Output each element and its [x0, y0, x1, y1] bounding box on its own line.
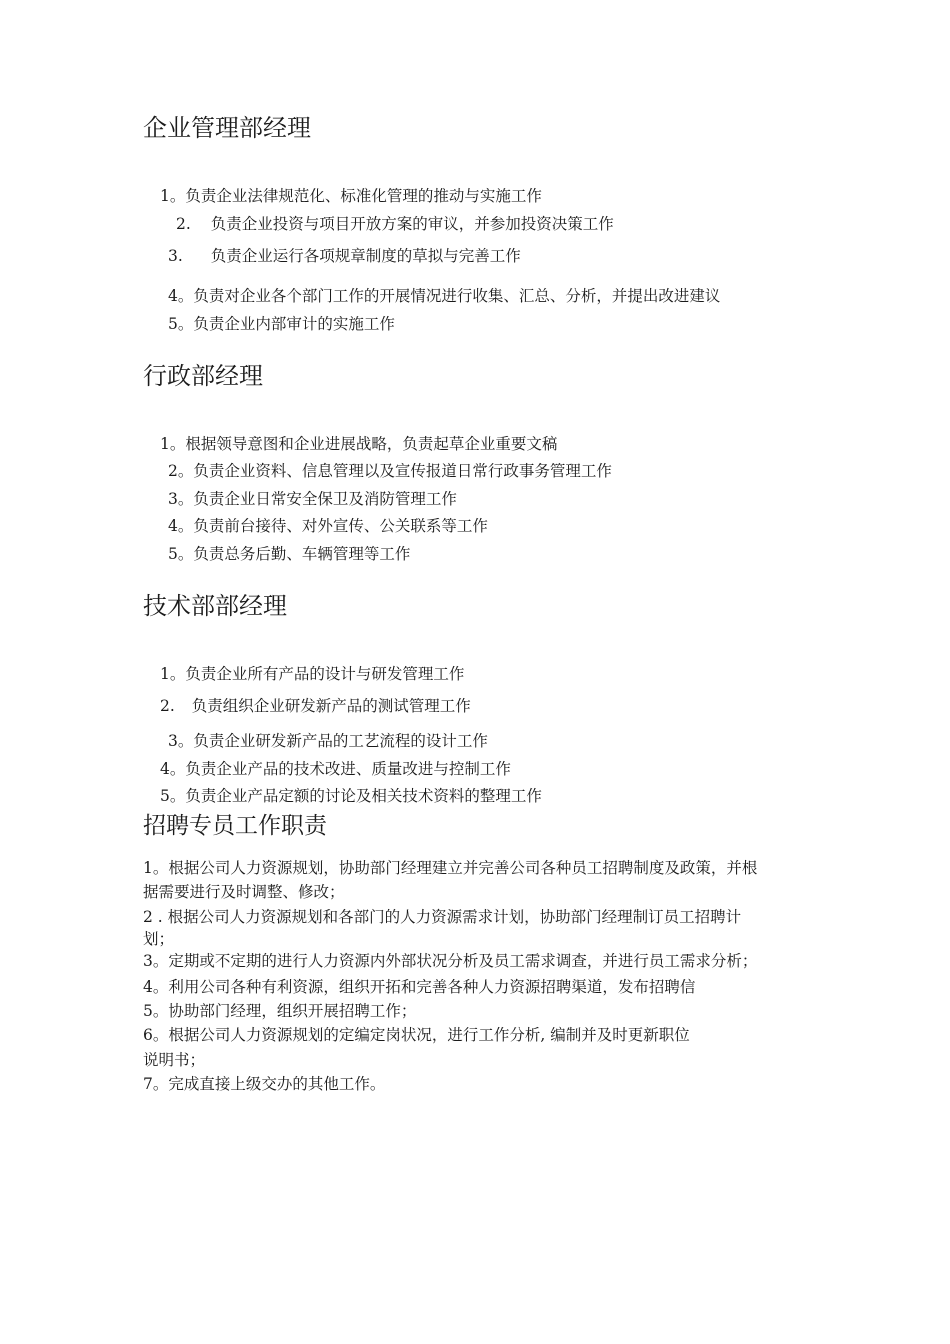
item-text: 负责企业研发新产品的工艺流程的设计工作 [193, 732, 488, 750]
item-text: 负责企业所有产品的设计与研发管理工作 [185, 665, 465, 683]
list-item [160, 186, 542, 206]
item-number: 5。 [168, 545, 194, 563]
item-number: 3. [168, 247, 183, 265]
item-text: 负责企业运行各项规章制度的草拟与完善工作 [210, 247, 521, 265]
item-number: 1。 [160, 435, 186, 453]
item-text: 负责企业产品定额的讨论及相关技术资料的整理工作 [185, 787, 542, 805]
list-item [168, 246, 521, 266]
item-number: 2. [160, 697, 175, 715]
paragraph-line: 1。根据公司人力资源规划，协助部门经理建立并完善公司各种员工招聘制度及政策，并根 [143, 859, 758, 877]
item-text: 负责前台接待、对外宣传、公关联系等工作 [193, 517, 488, 535]
paragraph-line: 4。利用公司各种有利资源，组织开拓和完善各种人力资源招聘渠道，发布招聘信 [143, 978, 696, 996]
paragraph-line: 说明书； [143, 1051, 206, 1069]
paragraph-line: 6。根据公司人力资源规划的定编定岗状况，进行工作分析, 编制并及时更新职位 [143, 1026, 690, 1044]
list-item [176, 214, 614, 234]
list-item [160, 759, 511, 779]
item-number: 3。 [168, 732, 194, 750]
paragraph-line: 5。协助部门经理，组织开展招聘工作； [143, 1002, 417, 1020]
item-number: 4。 [168, 287, 194, 305]
item-text: 负责企业投资与项目开放方案的审议，并参加投资决策工作 [210, 215, 614, 233]
item-number: 4。 [168, 517, 194, 535]
paragraph-line: 2 . 根据公司人力资源规划和各部门的人力资源需求计划，协助部门经理制订员工招聘计 [143, 908, 742, 926]
item-number: 3。 [168, 490, 194, 508]
item-number: 1。 [160, 187, 186, 205]
item-text: 负责企业法律规范化、标准化管理的推动与实施工作 [185, 187, 542, 205]
item-text: 根据领导意图和企业进展战略，负责起草企业重要文稿 [185, 435, 558, 453]
section-heading-technology: 技术部部经理 [143, 592, 287, 620]
list-item [160, 434, 557, 454]
paragraph-line: 7。完成直接上级交办的其他工作。 [143, 1075, 386, 1093]
section-heading-administration: 行政部经理 [143, 362, 263, 390]
item-text: 负责企业日常安全保卫及消防管理工作 [193, 490, 457, 508]
list-item [160, 664, 464, 684]
list-item [168, 314, 395, 334]
section-heading-recruitment: 招聘专员工作职责 [143, 813, 327, 839]
section-heading-enterprise-management: 企业管理部经理 [143, 114, 311, 142]
list-item [168, 461, 612, 481]
item-number: 5。 [160, 787, 186, 805]
item-number: 5。 [168, 315, 194, 333]
item-text: 负责组织企业研发新产品的测试管理工作 [191, 697, 471, 715]
list-item [160, 786, 542, 806]
list-item [168, 516, 488, 536]
list-item [168, 489, 457, 509]
paragraph-line: 3。定期或不定期的进行人力资源内外部状况分析及员工需求调查，并进行员工需求分析； [143, 952, 758, 970]
item-text: 负责企业内部审计的实施工作 [193, 315, 395, 333]
item-text: 负责企业产品的技术改进、质量改进与控制工作 [185, 760, 511, 778]
item-number: 4。 [160, 760, 186, 778]
list-item [168, 544, 410, 564]
list-item [168, 286, 720, 306]
list-item [160, 696, 471, 716]
item-text: 负责企业资料、信息管理以及宣传报道日常行政事务管理工作 [193, 462, 612, 480]
item-number: 2。 [168, 462, 194, 480]
paragraph-line: 据需要进行及时调整、修改； [143, 883, 345, 901]
item-number: 1。 [160, 665, 186, 683]
item-text: 负责总务后勤、车辆管理等工作 [193, 545, 411, 563]
list-item [168, 731, 488, 751]
item-text: 负责对企业各个部门工作的开展情况进行收集、汇总、分析，并提出改进建议 [193, 287, 721, 305]
item-number: 2. [176, 215, 191, 233]
paragraph-line: 划； [143, 930, 175, 948]
